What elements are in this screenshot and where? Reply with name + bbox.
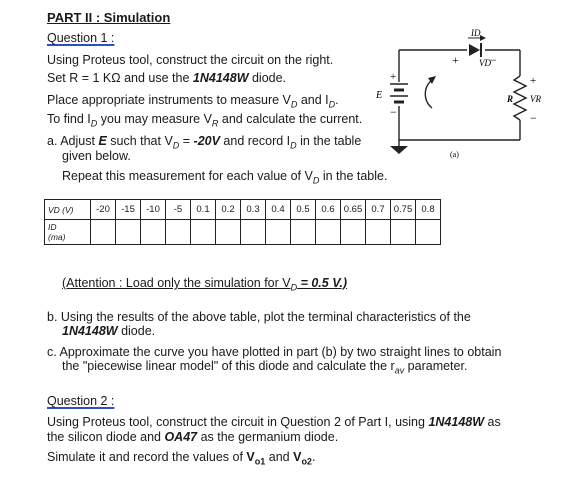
id-cell[interactable]	[316, 220, 341, 245]
diode-triangle	[469, 44, 480, 56]
item-b-line-2: 1N4148W diode.	[62, 324, 156, 338]
figure-label: (a)	[450, 150, 459, 159]
vd-cell: -10	[141, 200, 166, 220]
q1-line-2: Set R = 1 KΩ and use the 1N4148W diode.	[47, 71, 287, 85]
vd-cell: 0.6	[316, 200, 341, 220]
ground-icon	[390, 146, 408, 154]
q2-line-2: the silicon diode and OA47 as the germanium diode.	[47, 430, 339, 444]
vd-cell: 0.3	[241, 200, 266, 220]
q1-line-3: Place appropriate instruments to measure $V_D$ and $I_D$.	[47, 93, 339, 110]
label-e: E	[376, 90, 383, 101]
battery-plus: +	[390, 71, 397, 83]
id-cell[interactable]	[366, 220, 391, 245]
part-title: PART II : Simulation	[47, 10, 171, 25]
q1-item-a: a. Adjust E such that $V_D = -20V$ and record $I_D$ in the table	[47, 134, 362, 151]
q1-item-a-line-2: given below.	[62, 149, 131, 163]
vd-cell: -5	[166, 200, 191, 220]
label-id: ID	[471, 28, 481, 38]
table-row-vd	[45, 200, 441, 220]
item-c-line-1: c. Approximate the curve you have plotted in part (b) by two straight lines to obtain	[47, 345, 502, 359]
id-cell[interactable]	[291, 220, 316, 245]
id-cell[interactable]	[116, 220, 141, 245]
resistor-plus: +	[530, 75, 537, 87]
q2-line-3: Simulate it and record the values of $V_{o1}$ and $V_{o2}$.	[47, 450, 316, 467]
id-cell[interactable]	[91, 220, 116, 245]
battery-minus: −	[390, 105, 397, 119]
question-1-title: Question 1 :	[47, 31, 115, 45]
vd-cell: -15	[116, 200, 141, 220]
label-vr: VR	[530, 94, 541, 104]
measurement-table	[44, 199, 441, 245]
question-2-title: Question 2 :	[47, 394, 115, 408]
vd-cell: 0.8	[416, 200, 441, 220]
item-b-line-1: b. Using the results of the above table, plot the terminal characteristics of the	[47, 310, 471, 324]
id-header: ID (ma)	[45, 220, 91, 245]
item-c-line-2: the "piecewise linear model" of this diode and calculate the $r_{av}$ parameter.	[62, 359, 468, 376]
id-cell[interactable]	[241, 220, 266, 245]
diode-minus: −	[490, 53, 497, 67]
id-cell[interactable]	[416, 220, 441, 245]
label-vd: VD	[479, 58, 491, 68]
circuit-diagram	[372, 28, 552, 160]
vd-cell: 0.4	[266, 200, 291, 220]
table-row-id	[45, 220, 441, 245]
q1-line-1: Using Proteus tool, construct the circuit on the right.	[47, 53, 334, 67]
vd-cell: 0.1	[191, 200, 216, 220]
id-cell[interactable]	[141, 220, 166, 245]
vd-cell: 0.65	[341, 200, 366, 220]
vd-cell: 0.2	[216, 200, 241, 220]
id-cell[interactable]	[266, 220, 291, 245]
attention-note: (Attention : Load only the simulation for $V_D = 0.5$ V.)	[62, 276, 348, 293]
vd-cell: 0.5	[291, 200, 316, 220]
q1-repeat-line: Repeat this measurement for each value of $V_D$ in the table.	[62, 169, 388, 186]
vd-cell: 0.7	[366, 200, 391, 220]
label-r: R	[507, 94, 514, 104]
resistor-minus: −	[530, 111, 537, 125]
diode-plus: +	[452, 53, 459, 67]
id-cell[interactable]	[391, 220, 416, 245]
id-cell[interactable]	[191, 220, 216, 245]
vd-header: VD (V)	[45, 200, 91, 220]
id-cell[interactable]	[216, 220, 241, 245]
q2-line-1: Using Proteus tool, construct the circuit in Question 2 of Part I, using 1N4148W as	[47, 415, 501, 429]
resistor-zigzag	[514, 76, 526, 120]
vd-cell: 0.75	[391, 200, 416, 220]
id-cell[interactable]	[341, 220, 366, 245]
id-cell[interactable]	[166, 220, 191, 245]
q1-line-4: To find $I_D$ you may measure $V_R$ and calculate the current.	[47, 112, 363, 129]
vd-cell: -20	[91, 200, 116, 220]
